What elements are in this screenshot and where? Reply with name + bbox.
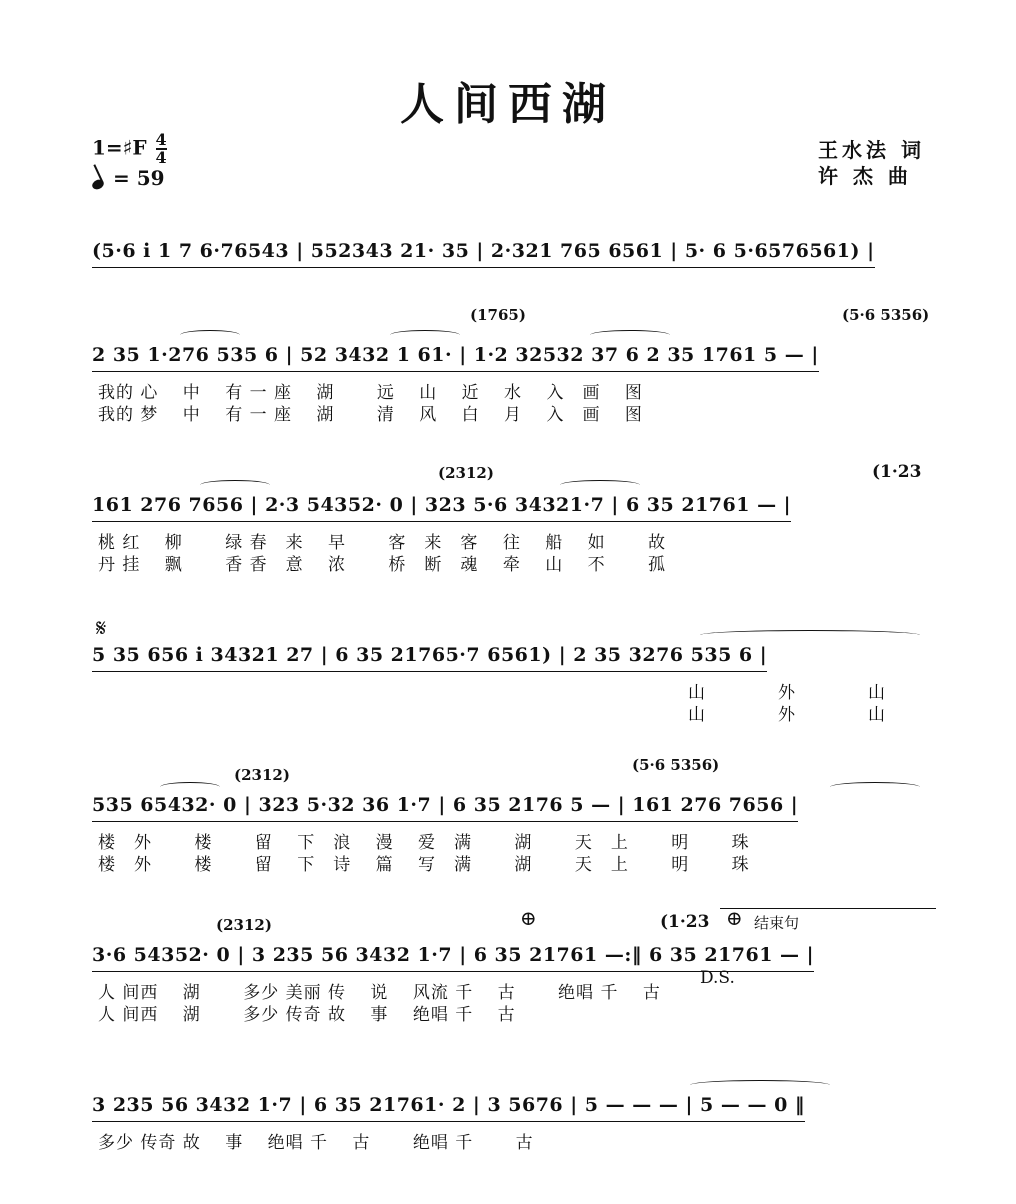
lyric-verse-1: 人 间西 湖 多少 美丽 传 说 风流 千 古 绝唱 千 古 bbox=[98, 983, 661, 1003]
lyric-verse-1: 我的 心 中 有 一 座 湖 远 山 近 水 入 画 图 bbox=[98, 383, 643, 403]
slur-mark bbox=[200, 480, 270, 490]
annotation-1765: (1765) bbox=[470, 306, 526, 324]
notation-row-2: 2 35 1·276 535 6 | 52 3432 1 61· | 1·2 32532 37 6 2 35 1761 5 — | bbox=[92, 344, 819, 372]
annotation-1-23: (1·23 bbox=[872, 462, 922, 482]
quarter-note-icon bbox=[91, 178, 106, 191]
annotation-56-5356: (5·6 5356) bbox=[632, 756, 720, 774]
lyric-verse-2: 山 外 山 bbox=[688, 705, 886, 725]
coda-icon: ⊕ bbox=[726, 906, 743, 930]
lyric-verse-2: 人 间西 湖 多少 传奇 故 事 绝唱 千 古 bbox=[98, 1005, 516, 1025]
notation-row-6: 3·6 54352· 0 | 3 235 56 3432 1·7 | 6 35 21761 —:‖ 6 35 21761 — | bbox=[92, 944, 814, 972]
slur-mark bbox=[160, 782, 220, 792]
dal-segno-mark: D.S. bbox=[700, 968, 735, 988]
annotation-2312: (2312) bbox=[234, 766, 290, 784]
lyric-verse-1: 楼 外 楼 留 下 浪 漫 爱 满 湖 天 上 明 珠 bbox=[98, 833, 750, 853]
slur-mark bbox=[390, 330, 460, 340]
annotation-56-5356: (5·6 5356) bbox=[842, 306, 930, 324]
slur-mark bbox=[590, 330, 670, 340]
notation-row-3: 161 276 7656 | 2·3 54352· 0 | 323 5·6 34321·7 | 6 35 21761 — | bbox=[92, 494, 791, 522]
ending-phrase-label: 结束句 bbox=[754, 914, 800, 932]
slur-mark bbox=[830, 782, 920, 792]
ending-bracket bbox=[720, 908, 936, 909]
song-title: 人间西湖 bbox=[400, 79, 616, 130]
composer-credit: 许 杰 曲 bbox=[818, 164, 912, 188]
lyric-verse-2: 楼 外 楼 留 下 诗 篇 写 满 湖 天 上 明 珠 bbox=[98, 855, 750, 875]
lyric-verse-2: 丹 挂 飘 香 香 意 浓 桥 断 魂 牵 山 不 孤 bbox=[98, 555, 667, 575]
notation-row-5: 535 65432· 0 | 323 5·32 36 1·7 | 6 35 2176 5 — | 161 276 7656 | bbox=[92, 794, 798, 822]
lyric-verse-1: 山 外 山 bbox=[688, 683, 886, 703]
annotation-2312: (2312) bbox=[216, 916, 272, 934]
lyric-verse-1: 多少 传奇 故 事 绝唱 千 古 绝唱 千 古 bbox=[98, 1133, 534, 1153]
annotation-2312: (2312) bbox=[438, 464, 494, 482]
lyricist-credit: 王水法 词 bbox=[818, 138, 925, 162]
notation-row-7: 3 235 56 3432 1·7 | 6 35 21761· 2 | 3 5676 | 5 — — — | 5 — — 0 ‖ bbox=[92, 1094, 805, 1122]
annotation-1-23: (1·23 bbox=[660, 912, 710, 932]
notation-row-1: (5·6 i 1 7 6·76543 | 552343 21· 35 | 2·321 765 6561 | 5· 6 5·6576561) | bbox=[92, 240, 875, 268]
lyric-verse-2: 我的 梦 中 有 一 座 湖 清 风 白 月 入 画 图 bbox=[98, 405, 643, 425]
tempo-value: = 59 bbox=[112, 166, 165, 190]
notation-row-4: 5 35 656 i 34321 27 | 6 35 21765·7 6561) | 2 35 3276 535 6 | bbox=[92, 644, 767, 672]
lyric-verse-1: 桃 红 柳 绿 春 来 早 客 来 客 往 船 如 故 bbox=[98, 533, 667, 553]
slur-mark bbox=[700, 630, 920, 640]
segno-icon: 𝄋 bbox=[96, 614, 107, 642]
slur-mark bbox=[690, 1080, 830, 1090]
time-sig-bottom: 4 bbox=[155, 148, 167, 167]
key-label: 1=♯F bbox=[92, 135, 147, 160]
slur-mark bbox=[180, 330, 240, 340]
slur-mark bbox=[560, 480, 640, 490]
time-signature bbox=[156, 132, 167, 166]
key-signature bbox=[92, 132, 167, 166]
coda-icon: ⊕ bbox=[520, 906, 537, 930]
tempo-marking bbox=[92, 166, 165, 190]
time-sig-top: 4 bbox=[155, 130, 167, 149]
